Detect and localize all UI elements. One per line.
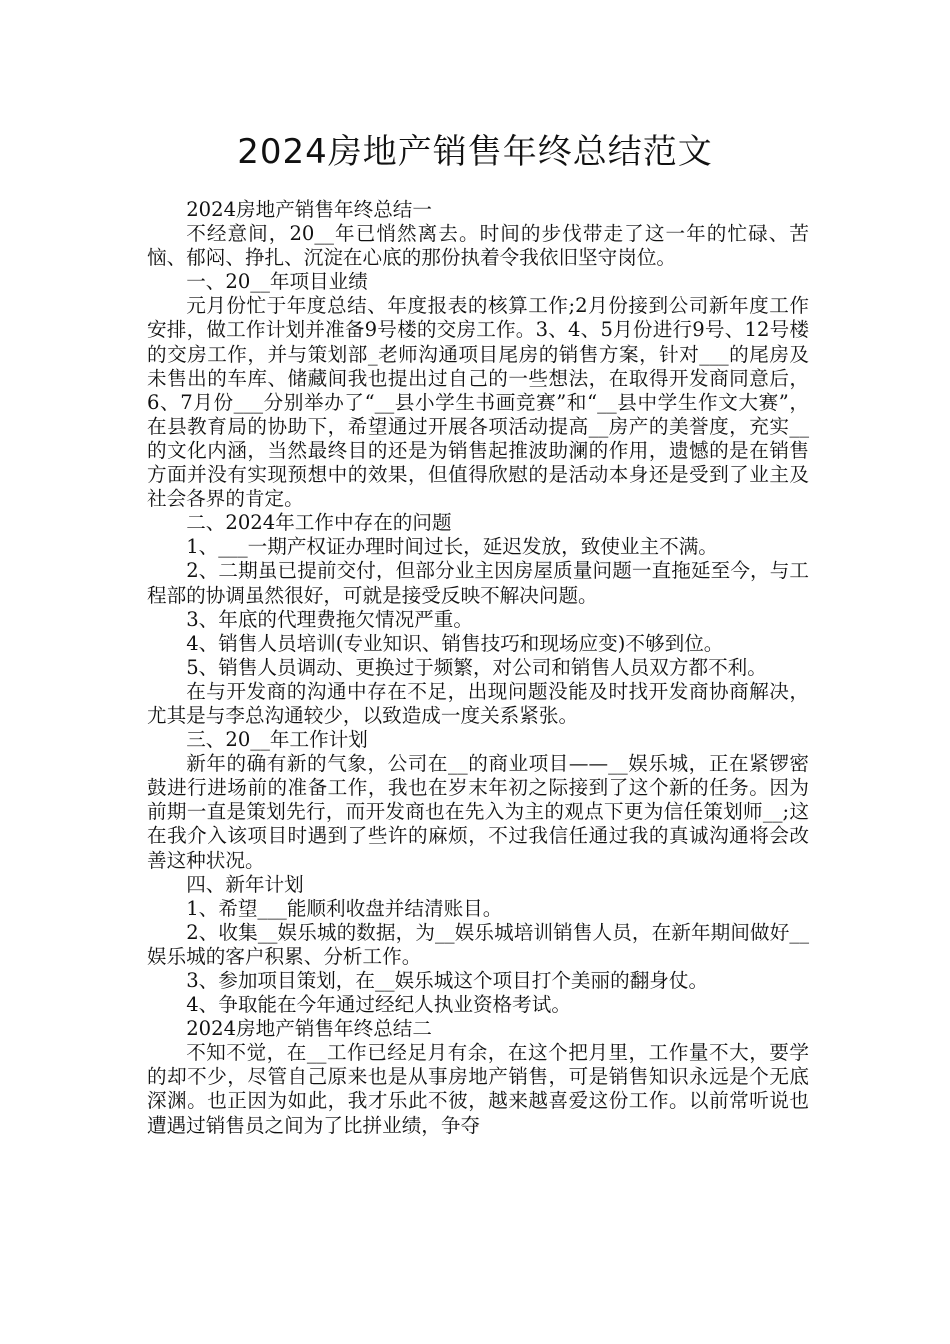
list-item: 5、销售人员调动、更换过于频繁，对公司和销售人员双方都不利。: [186, 655, 767, 679]
document-title: 2024房地产销售年终总结范文: [237, 132, 713, 172]
section-heading: 2024房地产销售年终总结二: [186, 1017, 432, 1041]
list-item: 1、___一期产权证办理时间过长，延迟发放，致使业主不满。: [186, 535, 718, 559]
paragraph: 不经意间，20__年已悄然离去。时间的步伐带走了这一年的忙碌、苦恼、郁闷、挣扎、沉淀在心底的那份执着令我依旧坚守岗位。: [147, 222, 809, 270]
section-heading: 二、2024年工作中存在的问题: [186, 511, 452, 535]
section-heading: 一、20__年项目业绩: [186, 270, 368, 294]
section-heading: 四、新年计划: [186, 872, 304, 896]
paragraph: 在与开发商的沟通中存在不足，出现问题没能及时找开发商协商解决，尤其是与李总沟通较少，以致造成一度关系紧张。: [147, 679, 809, 727]
list-item: 2、二期虽已提前交付，但部分业主因房屋质量问题一直拖延至今，与工程部的协调虽然很好，可就是接受反映不解决问题。: [147, 559, 809, 607]
paragraph: 不知不觉，在__工作已经足月有余，在这个把月里，工作量不大，要学的却不少，尽管自己原来也是从事房地产销售，可是销售知识永远是个无底深渊。也正因为如此，我才乐此不彼，越来越喜爱这份工作。以前常听说也遭遇过销售员之间为了比拼业绩，争夺: [147, 1041, 809, 1137]
list-item: 3、年底的代理费拖欠情况严重。: [186, 607, 473, 631]
list-item: 4、争取能在今年通过经纪人执业资格考试。: [186, 993, 571, 1017]
list-item: 3、参加项目策划，在__娱乐城这个项目打个美丽的翻身仗。: [186, 969, 709, 992]
list-item: 4、销售人员培训(专业知识、销售技巧和现场应变)不够到位。: [186, 631, 724, 655]
section-heading: 2024房地产销售年终总结一: [186, 198, 432, 221]
list-item: 1、希望___能顺利收盘并结清账目。: [186, 896, 503, 920]
section-heading: 三、20__年工作计划: [186, 728, 368, 752]
document-body: [147, 198, 809, 1138]
list-item: 2、收集__娱乐城的数据，为__娱乐城培训销售人员，在新年期间做好__娱乐城的客户积累、分析工作。: [147, 920, 809, 968]
paragraph: 元月份忙于年度总结、年度报表的核算工作;2月份接到公司新年度工作安排，做工作计划并准备9号楼的交房工作。3、4、5月份进行9号、12号楼的交房工作，并与策划部_老师沟通项目尾房的销售方案，针对___的尾房及未售出的车库、储藏间我也提出过自己的一些想法，在取得开发商同意后，6、7月份___分别举办了“__县小学生书画竞赛”和“__县中学生作文大赛”，在县教育局的协助下，希望通过开展各项活动提高__房产的美誉度，充实__的文化内涵，当然最终目的还是为销售起推波助澜的作用，遗憾的是在销售方面并没有实现预想中的效果，但值得欣慰的是活动本身还是受到了业主及社会各界的肯定。: [147, 294, 809, 511]
paragraph: 新年的确有新的气象，公司在__的商业项目——__娱乐城，正在紧锣密鼓进行进场前的准备工作，我也在岁末年初之际接到了这个新的任务。因为前期一直是策划先行，而开发商也在先入为主的观点下更为信任策划师__;这在我介入该项目时遇到了些许的麻烦，不过我信任通过我的真诚沟通将会改善这种状况。: [147, 752, 809, 872]
